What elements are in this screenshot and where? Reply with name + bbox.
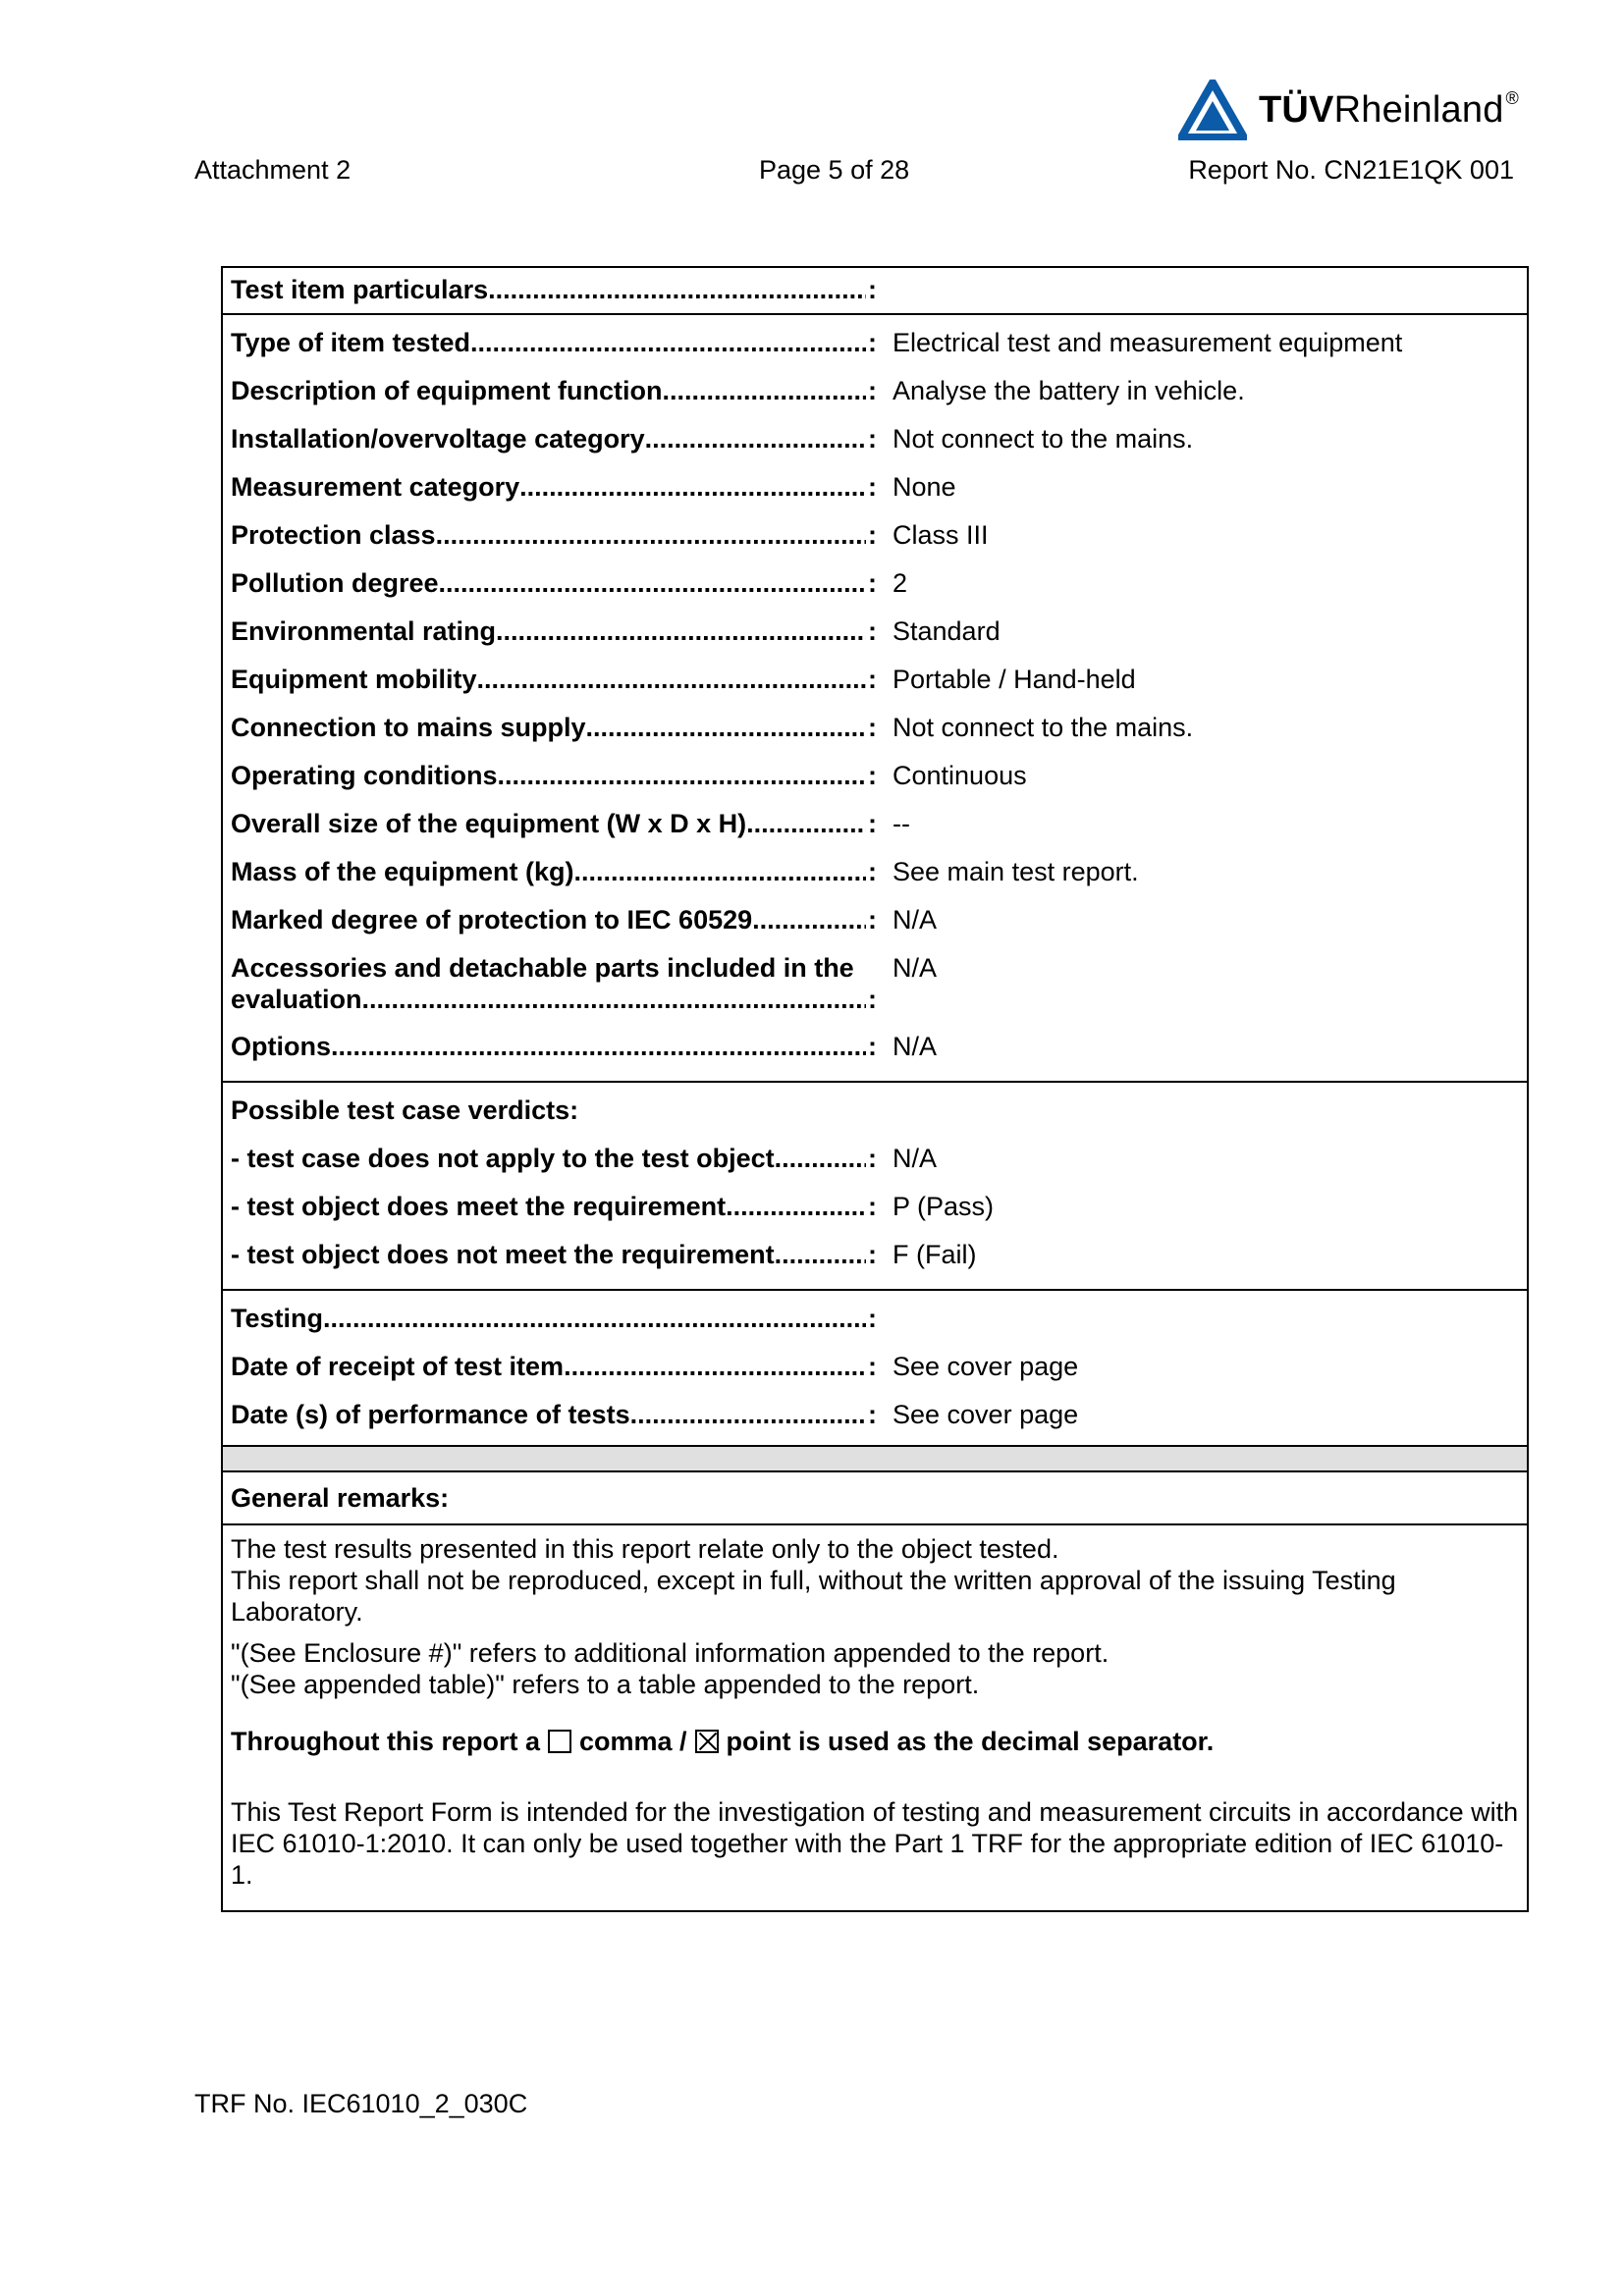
particular-label: Operating conditions ..... :: [223, 754, 877, 791]
verdict-row: [223, 1185, 1527, 1233]
particular-value: Analyse the battery in vehicle.: [893, 376, 1245, 405]
verdict-label: - test object does meet the requirement ..... :: [223, 1185, 877, 1222]
particular-row: [223, 465, 1527, 513]
particular-label: Pollution degree ..... :: [223, 561, 877, 599]
remarks-paragraph-2: "(See Enclosure #)" refers to additional information appended to the report. "(See appended table)" refers to a table appended to the report.: [231, 1638, 1110, 1699]
particular-value: N/A: [893, 905, 938, 934]
testing-section: [223, 1291, 1527, 1445]
verdicts-title: Possible test case verdicts:: [231, 1095, 579, 1125]
page-number: Page 5 of 28: [759, 155, 910, 185]
particular-row: [223, 850, 1527, 898]
particular-row: [223, 658, 1527, 706]
verdict-rows: [223, 1137, 1527, 1281]
particular-value: Class III: [893, 520, 989, 550]
testing-label: Date (s) of performance of tests ..... :: [223, 1393, 877, 1430]
particular-row: [223, 706, 1527, 754]
particulars-title-section: [223, 268, 1527, 315]
particular-label: Environmental rating ..... :: [223, 610, 877, 647]
general-remarks-title: General remarks:: [223, 1472, 1527, 1525]
particular-row: [223, 561, 1527, 610]
separator-bar: [223, 1445, 1527, 1472]
particular-value: 2: [893, 568, 908, 598]
comma-checkbox-icon: [548, 1730, 571, 1753]
testing-rows: [223, 1345, 1527, 1441]
particular-label: Connection to mains supply ..... :: [223, 706, 877, 743]
verdicts-title-row: [223, 1089, 1527, 1137]
testing-label: Date of receipt of test item ..... :: [223, 1345, 877, 1382]
report-number: Report No. CN21E1QK 001: [1188, 155, 1514, 185]
accessories-value: N/A: [893, 953, 938, 983]
testing-title: Testing ..... :: [223, 1297, 877, 1334]
particular-row: [223, 610, 1527, 658]
particular-label: Description of equipment function ..... :: [223, 369, 877, 406]
verdicts-section: [223, 1083, 1527, 1291]
particular-row: [223, 898, 1527, 946]
accessories-label: Accessories and detachable parts included in the evaluation ..... :: [223, 946, 877, 1015]
accessories-row: [223, 946, 1527, 1025]
particular-label: Measurement category ..... :: [223, 465, 877, 503]
particulars-title-row: [223, 272, 1527, 307]
particular-row: [223, 513, 1527, 561]
particular-row: [223, 321, 1527, 369]
testing-value: See cover page: [893, 1352, 1079, 1381]
verdict-label: - test case does not apply to the test object ..... :: [223, 1137, 877, 1174]
verdict-label: - test object does not meet the requirement ..... :: [223, 1233, 877, 1270]
verdict-row: [223, 1137, 1527, 1185]
verdict-value: P (Pass): [893, 1192, 995, 1221]
particular-label: Mass of the equipment (kg) ..... :: [223, 850, 877, 887]
particular-value: Not connect to the mains.: [893, 424, 1194, 454]
particular-value: Continuous: [893, 761, 1027, 790]
logo-rheinland: Rheinland: [1333, 88, 1504, 131]
particulars-section: [223, 315, 1527, 1083]
particulars-title: Test item particulars ..... :: [223, 272, 877, 305]
remarks-paragraph-1: The test results presented in this report relate only to the object tested. This report shall not be reproduced, except in full, without the written approval of the issuing Testing Laboratory.: [231, 1534, 1396, 1627]
test-report-form: [221, 266, 1529, 1912]
particular-label: Protection class ..... :: [223, 513, 877, 551]
particular-value: None: [893, 472, 956, 502]
particular-row: [223, 802, 1527, 850]
point-checkbox-checked-icon: [695, 1730, 719, 1753]
general-remarks: [223, 1525, 1527, 1910]
testing-title-row: [223, 1297, 1527, 1345]
tuv-rheinland-logo: [1178, 77, 1522, 143]
particular-value: --: [893, 809, 910, 838]
particular-label: Overall size of the equipment (W x D x H) ..... :: [223, 802, 877, 839]
remarks-paragraph-3: This Test Report Form is intended for the investigation of testing and measurement circuits in accordance with IEC 61010-1:2010. It can only be used together with the Part 1 TRF for the appropriate edition of IEC 61010-1.: [231, 1797, 1519, 1890]
particular-value: Not connect to the mains.: [893, 713, 1194, 742]
logo-wordmark: [1259, 89, 1519, 132]
verdict-value: N/A: [893, 1144, 938, 1173]
particular-label: Type of item tested ..... :: [223, 321, 877, 358]
logo-tuv: TÜV: [1259, 88, 1334, 131]
attachment-label: Attachment 2: [194, 155, 352, 185]
particular-row: [223, 417, 1527, 465]
testing-row: [223, 1393, 1527, 1441]
particular-value: Electrical test and measurement equipment: [893, 328, 1403, 357]
registered-mark: ®: [1505, 87, 1520, 108]
particular-value: Standard: [893, 616, 1001, 646]
particular-value: See main test report.: [893, 857, 1139, 886]
decimal-separator-statement: Throughout this report a comma / point is used as the decimal separator.: [231, 1727, 1215, 1756]
testing-value: See cover page: [893, 1400, 1079, 1429]
options-value: N/A: [893, 1032, 938, 1061]
particulars-rows: [223, 321, 1527, 946]
verdict-value: F (Fail): [893, 1240, 977, 1269]
particular-row: [223, 754, 1527, 802]
options-label: Options ..... :: [223, 1025, 877, 1062]
particular-value: Portable / Hand-held: [893, 665, 1136, 694]
tuv-triangle-icon: [1178, 80, 1247, 140]
verdict-row: [223, 1233, 1527, 1281]
testing-row: [223, 1345, 1527, 1393]
particular-label: Marked degree of protection to IEC 60529 ..... :: [223, 898, 877, 935]
particular-label: Equipment mobility ..... :: [223, 658, 877, 695]
options-row: [223, 1025, 1527, 1073]
particular-row: [223, 369, 1527, 417]
trf-number: TRF No. IEC61010_2_030C: [194, 2089, 528, 2118]
particular-label: Installation/overvoltage category ..... :: [223, 417, 877, 454]
